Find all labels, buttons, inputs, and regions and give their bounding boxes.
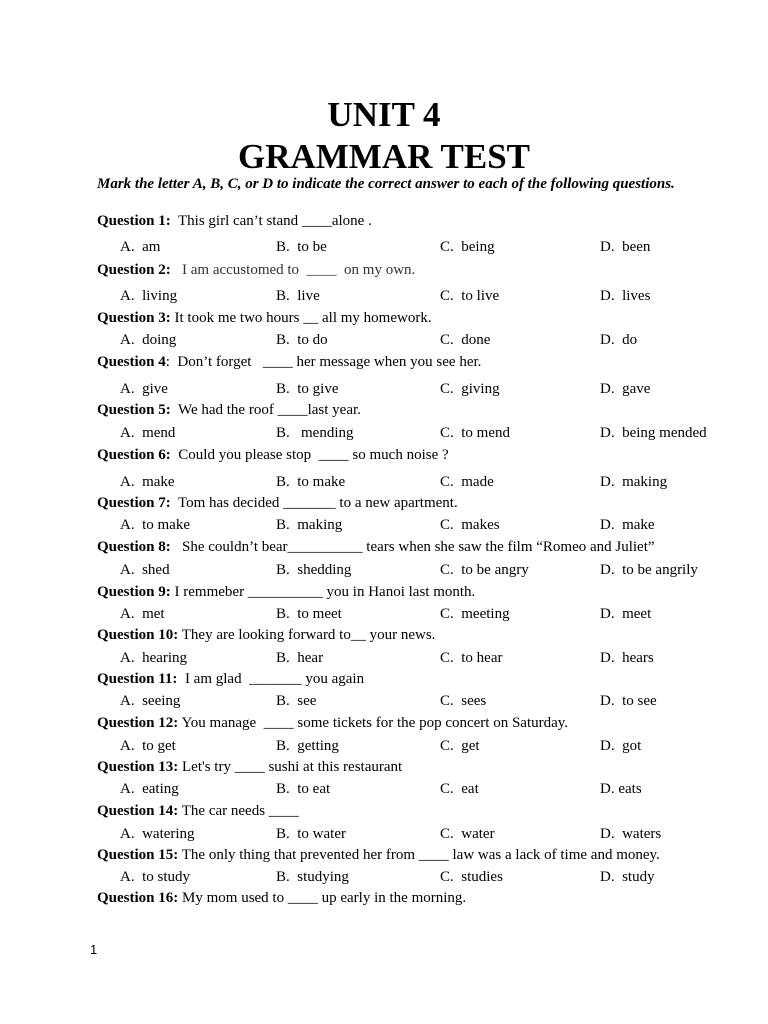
option-c: C. to be angry xyxy=(440,562,529,578)
options-row xyxy=(0,649,768,667)
option-a: A. doing xyxy=(120,332,177,348)
options-row xyxy=(0,516,768,534)
question-label: Question 16: xyxy=(97,890,179,906)
option-c: C. giving xyxy=(440,381,500,397)
options-row xyxy=(0,868,768,886)
question-text: I remmeber __________ you in Hanoi last month. xyxy=(170,584,476,600)
options-row xyxy=(0,825,768,843)
option-a: A. make xyxy=(120,474,175,490)
question-label: Question 12: xyxy=(97,715,179,731)
question-text: I am glad _______ you again xyxy=(177,671,365,687)
option-c: C. eat xyxy=(440,781,479,797)
option-d: D. hears xyxy=(600,650,654,666)
title-unit: UNIT 4 xyxy=(327,95,441,134)
option-a: A. shed xyxy=(120,562,170,578)
option-c: C. being xyxy=(440,239,495,255)
option-c: C. to live xyxy=(440,288,500,304)
question-2 xyxy=(97,261,415,279)
option-b: B. making xyxy=(276,517,343,533)
question-label: Question 2: xyxy=(97,262,171,278)
question-label: Question 7: xyxy=(97,495,171,511)
options-row xyxy=(0,238,768,256)
question-14 xyxy=(97,802,299,820)
question-text: I am accustomed to ____ on my own. xyxy=(170,262,416,278)
question-1 xyxy=(97,212,372,230)
option-a: A. living xyxy=(120,288,178,304)
option-c: C. water xyxy=(440,826,495,842)
question-text: This girl can’t stand ____alone . xyxy=(170,213,372,229)
options-row xyxy=(0,737,768,755)
question-text: They are looking forward to__ your news. xyxy=(178,627,436,643)
option-b: B. live xyxy=(276,288,320,304)
option-d: D. gave xyxy=(600,381,651,397)
options-row xyxy=(0,780,768,798)
question-label: Question 14: xyxy=(97,803,179,819)
option-c: C. to hear xyxy=(440,650,503,666)
option-b: B. hear xyxy=(276,650,324,666)
option-a: A. to get xyxy=(120,738,176,754)
option-a: A. to study xyxy=(120,869,191,885)
question-text: Let's try ____ sushi at this restaurant xyxy=(178,759,403,775)
option-c: C. sees xyxy=(440,693,487,709)
option-b: B. to do xyxy=(276,332,328,348)
option-d: D. got xyxy=(600,738,642,754)
question-4 xyxy=(97,353,481,371)
question-text: It took me two hours __ all my homework. xyxy=(170,310,432,326)
option-c: C. meeting xyxy=(440,606,510,622)
options-row xyxy=(0,473,768,491)
question-text: Could you please stop ____ so much noise ? xyxy=(170,447,449,463)
option-c: C. to mend xyxy=(440,425,510,441)
option-a: A. watering xyxy=(120,826,195,842)
option-d: D. eats xyxy=(600,781,642,797)
question-label: Question 8: xyxy=(97,539,171,555)
question-label: Question 10: xyxy=(97,627,179,643)
question-text: She couldn’t bear__________ tears when she saw the film “Romeo and Juliet” xyxy=(170,539,655,555)
question-label: Question 1: xyxy=(97,213,171,229)
option-a: A. met xyxy=(120,606,165,622)
question-text: My mom used to ____ up early in the morning. xyxy=(178,890,467,906)
option-c: C. done xyxy=(440,332,491,348)
question-13 xyxy=(97,758,402,776)
title-grammar-test: GRAMMAR TEST xyxy=(237,137,530,176)
question-text: You manage ____ some tickets for the pop concert on Saturday. xyxy=(178,715,569,731)
question-12 xyxy=(97,714,568,732)
question-label: Question 13: xyxy=(97,759,179,775)
option-b: B. to be xyxy=(276,239,327,255)
question-text: : Don’t forget ____ her message when you see her. xyxy=(165,354,482,370)
option-a: A. am xyxy=(120,239,161,255)
option-b: B. see xyxy=(276,693,317,709)
option-b: B. to give xyxy=(276,381,339,397)
option-d: D. waters xyxy=(600,826,662,842)
question-8 xyxy=(97,538,655,556)
question-text: The only thing that prevented her from ____ law was a lack of time and money. xyxy=(178,847,660,863)
question-text: Tom has decided _______ to a new apartment. xyxy=(170,495,458,511)
option-d: D. been xyxy=(600,239,651,255)
option-d: D. to be angrily xyxy=(600,562,698,578)
option-d: D. meet xyxy=(600,606,652,622)
option-d: D. to see xyxy=(600,693,657,709)
question-6 xyxy=(97,446,449,464)
option-b: B. to water xyxy=(276,826,346,842)
option-b: B. shedding xyxy=(276,562,352,578)
options-row xyxy=(0,424,768,442)
option-a: A. eating xyxy=(120,781,179,797)
options-row xyxy=(0,331,768,349)
options-row xyxy=(0,605,768,623)
page-number: 1 xyxy=(90,942,98,957)
option-b: B. mending xyxy=(276,425,354,441)
option-c: C. made xyxy=(440,474,494,490)
question-7 xyxy=(97,494,458,512)
question-10 xyxy=(97,626,435,644)
options-row xyxy=(0,287,768,305)
option-b: B. to make xyxy=(276,474,346,490)
option-d: D. making xyxy=(600,474,668,490)
option-b: B. to eat xyxy=(276,781,331,797)
question-text: We had the roof ____last year. xyxy=(170,402,361,418)
question-label: Question 4 xyxy=(97,354,166,370)
option-a: A. hearing xyxy=(120,650,188,666)
option-a: A. mend xyxy=(120,425,176,441)
option-d: D. do xyxy=(600,332,638,348)
option-b: B. to meet xyxy=(276,606,342,622)
question-5 xyxy=(97,401,361,419)
option-d: D. study xyxy=(600,869,655,885)
options-row xyxy=(0,561,768,579)
question-label: Question 3: xyxy=(97,310,171,326)
instructions: Mark the letter A, B, C, or D to indicate the correct answer to each of the following questions. xyxy=(97,176,675,192)
question-15 xyxy=(97,846,660,864)
question-label: Question 6: xyxy=(97,447,171,463)
question-label: Question 15: xyxy=(97,847,179,863)
option-a: A. give xyxy=(120,381,168,397)
option-a: A. seeing xyxy=(120,693,181,709)
options-row xyxy=(0,380,768,398)
question-3 xyxy=(97,309,432,327)
option-d: D. lives xyxy=(600,288,651,304)
question-11 xyxy=(97,670,364,688)
option-c: C. studies xyxy=(440,869,503,885)
options-row xyxy=(0,692,768,710)
option-d: D. make xyxy=(600,517,655,533)
option-a: A. to make xyxy=(120,517,190,533)
option-c: C. get xyxy=(440,738,480,754)
question-label: Question 9: xyxy=(97,584,171,600)
question-text: The car needs ____ xyxy=(178,803,299,819)
question-label: Question 5: xyxy=(97,402,171,418)
question-16 xyxy=(97,889,466,907)
option-b: B. getting xyxy=(276,738,339,754)
option-c: C. makes xyxy=(440,517,500,533)
option-b: B. studying xyxy=(276,869,349,885)
question-label: Question 11: xyxy=(97,671,178,687)
option-d: D. being mended xyxy=(600,425,707,441)
question-9 xyxy=(97,583,475,601)
